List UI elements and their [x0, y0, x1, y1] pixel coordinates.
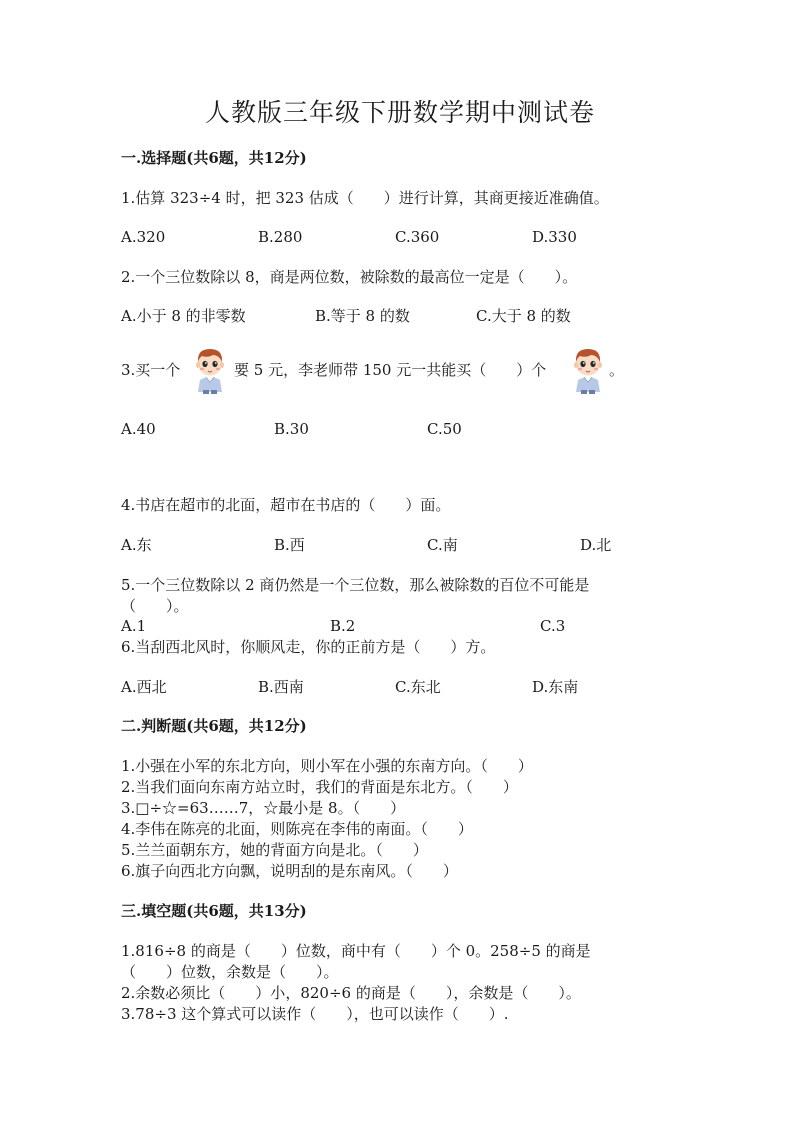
judgment-item: 4.李伟在陈亮的北面，则陈亮在李伟的南面。（ ） — [121, 820, 473, 838]
question-stem: 1.估算 323÷4 时，把 323 估成（ ）进行计算，其商更接近准确值。 — [121, 189, 609, 207]
option: B.30 — [274, 420, 309, 438]
fill-in-line: 2.余数必须比（ ）小，820÷6 的商是（ ），余数是（ ）。 — [121, 984, 581, 1002]
option: C.50 — [427, 420, 462, 438]
question-stem: 2.一个三位数除以 8，商是两位数，被除数的最高位一定是（ ）。 — [121, 268, 578, 286]
question-stem: 5.一个三位数除以 2 商仍然是一个三位数，那么被除数的百位不可能是 — [121, 576, 590, 594]
option: D.东南 — [532, 678, 579, 696]
fill-in-line: （ ）位数，余数是（ ）。 — [121, 963, 339, 981]
option: C.360 — [395, 228, 440, 246]
option: A.西北 — [121, 678, 167, 696]
question-stem: 要 5 元，李老师带 150 元一共能买（ ）个 — [234, 361, 547, 379]
section-heading-fill-in: 三.填空题(共6题，共13分) — [121, 902, 307, 920]
fill-in-line: 3.78÷3 这个算式可以读作（ ），也可以读作（ ）. — [121, 1005, 509, 1023]
option: A.1 — [121, 617, 147, 635]
question-stem: 3.买一个 — [121, 361, 181, 379]
page-title: 人教版三年级下册数学期中测试卷 — [204, 98, 595, 127]
option: C.南 — [427, 536, 458, 554]
option: B.等于 8 的数 — [315, 307, 410, 325]
question-stem: 4.书店在超市的北面，超市在书店的（ ）面。 — [121, 496, 451, 514]
option: B.280 — [258, 228, 303, 246]
option: C.东北 — [395, 678, 441, 696]
section-heading-judgment: 二.判断题(共6题，共12分) — [121, 717, 307, 735]
question-stem: （ ）。 — [121, 597, 189, 615]
judgment-item: 1.小强在小军的东北方向，则小军在小强的东南方向。（ ） — [121, 757, 533, 775]
option: B.西南 — [258, 678, 304, 696]
option: D.北 — [580, 536, 612, 554]
option: A.小于 8 的非零数 — [121, 307, 246, 325]
option: A.东 — [121, 536, 152, 554]
option: C.3 — [540, 617, 566, 635]
option: C.大于 8 的数 — [476, 307, 571, 325]
boy-figurine-icon — [192, 346, 228, 394]
option: A.320 — [121, 228, 166, 246]
judgment-item: 5.兰兰面朝东方，她的背面方向是北。（ ） — [121, 841, 428, 859]
judgment-item: 6.旗子向西北方向飘，说明刮的是东南风。（ ） — [121, 862, 458, 880]
option: A.40 — [121, 420, 156, 438]
judgment-item: 2.当我们面向东南方站立时，我们的背面是东北方。（ ） — [121, 778, 518, 796]
question-stem: 。 — [609, 361, 625, 379]
option: D.330 — [532, 228, 577, 246]
judgment-item: 3.□÷☆=63……7，☆最小是 8。（ ） — [121, 799, 406, 817]
fill-in-line: 1.816÷8 的商是（ ）位数，商中有（ ）个 0。258÷5 的商是 — [121, 942, 591, 960]
boy-figurine-icon — [570, 346, 606, 394]
option: B.2 — [330, 617, 356, 635]
question-stem: 6.当刮西北风时，你顺风走，你的正前方是（ ）方。 — [121, 638, 496, 656]
option: B.西 — [274, 536, 305, 554]
section-heading-choice: 一.选择题(共6题，共12分) — [121, 149, 307, 167]
